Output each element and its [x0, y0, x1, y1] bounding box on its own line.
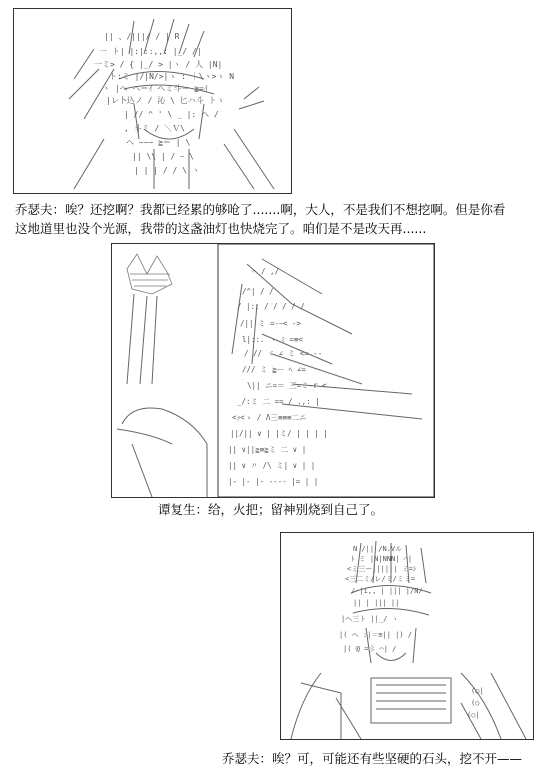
ascii-art-torch-scene: [112, 244, 434, 497]
panel-torch: [111, 243, 435, 498]
svg-text:N /|| /N.Vル: N /|| /N.Vル: [353, 545, 403, 553]
svg-text:|( @ =彡 ⌒| /: |( @ =彡 ⌒| /: [343, 645, 397, 653]
svg-text:/ |i,, | ||| |/N/: / |i,, | ||| |/N/: [351, 587, 423, 595]
svg-text:|| \\ | / ｰ \: || \\ | / ｰ \: [132, 152, 194, 161]
svg-text:/ |:: / / / / /: / |:: / / / / /: [237, 302, 305, 311]
svg-text:一ミ> / { |_/ > |ヽ / 人 |N|: 一ミ> / { |_/ > |ヽ / 人 |N|: [94, 60, 223, 69]
caption-joseph-1: [15, 200, 505, 238]
svg-text:<ｯ<ゝ / Λ三≡≡≡二ニ: <ｯ<ゝ / Λ三≡≡≡二ニ: [232, 413, 307, 422]
ascii-art-joseph-head: [14, 9, 291, 193]
svg-text:<三二ミ/レ/ミ/ミミ=: <三二ミ/レ/ミ/ミミ=: [345, 575, 416, 583]
svg-text:|( ヘ :|＝≡|| |) /: |( ヘ :|＝≡|| |) /: [339, 631, 413, 639]
svg-text:|| ∨ 〃 /\ ミ| ∨ | |: || ∨ 〃 /\ ミ| ∨ | |: [228, 461, 316, 470]
caption-line: 乔瑟夫：唉？还挖啊？我都已经累的够呛了.......啊，大人，不是我们不想挖啊。但是你看: [15, 202, 506, 217]
svg-text:|- |- |- ---- |= | |: |- |- |- ---- |= | |: [228, 477, 319, 486]
svg-text:, 斗ミ / ＼Ｖ\: , 斗ミ / ＼Ｖ\: [124, 124, 185, 133]
svg-text:|ヘ三ト ||_/ ヽ: |ヘ三ト ||_/ ヽ: [341, 615, 399, 623]
svg-text:(○|: (○|: [471, 687, 484, 695]
ascii-art-joseph-body: [281, 533, 533, 739]
caption-line: 这地道里也没个光源，我带的这盏油灯也快烧完了。咱们是不是改天再......: [15, 221, 427, 236]
svg-text:|レ卜込ノ / 沁 \ 匕ハ斗 トゝ: |レ卜込ノ / 沁 \ 匕ハ斗 トゝ: [106, 96, 225, 105]
svg-text:ﾄ ミ |N|NNN| ⌒|: ﾄ ミ |N|NNN| ⌒|: [351, 555, 413, 563]
svg-text:l|::. ヽ ﾐ =≡<: l|::. ヽ ﾐ =≡<: [242, 335, 303, 344]
panel-joseph-2: [280, 532, 534, 740]
svg-text:| // ^ ' \ _ |: ヘ /: | // ^ ' \ _ |: ヘ /: [124, 110, 219, 119]
svg-text:ヘ ~~~ ≧＝ | \: ヘ ~~~ ≧＝ | \: [126, 138, 191, 147]
svg-text:/ // ゞ ∠ ミ <= ‐-: / // ゞ ∠ ミ <= ‐-: [244, 349, 323, 358]
svg-text:(○|: (○|: [467, 711, 480, 719]
panel-joseph-1: [13, 8, 292, 194]
caption-line: 谭复生：给，火把；留神别烧到自己了。: [158, 502, 384, 517]
svg-text:/// ミ ≧ー ﾍ ∠=: /// ミ ≧ー ﾍ ∠=: [242, 365, 306, 374]
svg-text:\|| ニ=＝ 三=ミ-r <: \|| ニ=＝ 三=ミ-r <: [247, 381, 327, 390]
svg-text:/|| ミ =-ｰ< ->: /|| ミ =-ｰ< ->: [240, 319, 301, 328]
svg-text:|| ∨||≧≡≧ミ 二 ∨ |: || ∨||≧≡≧ミ 二 ∨ |: [228, 445, 307, 454]
svg-text:ト:ミ |/|N/>|ゝ : ｜\ヽ>ゝ N: ト:ミ |/|N/>|ゝ : ｜\ヽ>ゝ N: [109, 72, 235, 81]
svg-text:<ミ三ー|||||| ミ=ｼ: <ミ三ー|||||| ミ=ｼ: [347, 565, 417, 573]
svg-text:/^| / /: /^| / /: [242, 287, 274, 296]
svg-text:|| | ||| ||: || | ||| ||: [353, 599, 400, 607]
svg-text:(○: (○: [471, 699, 480, 707]
svg-text:⌒ / ,/: ⌒ / ,/: [252, 267, 280, 276]
caption-joseph-2: [222, 749, 522, 768]
svg-text:| | | / / \ ヽ: | | | / / \ ヽ: [134, 166, 200, 175]
caption-tan-fusheng: [158, 500, 383, 519]
svg-text:ヽ |ヘ ヘ＝ｲ ヘミ斗＝ ≧=ｲ: ヽ |ヘ ヘ＝ｲ ヘミ斗＝ ≧=ｲ: [102, 84, 208, 93]
svg-text:||/|| ∨ | |ミ/ | | | |: ||/|| ∨ | |ミ/ | | | |: [230, 429, 328, 438]
caption-line: 乔瑟夫：唉？可，可能还有些坚硬的石头，挖不开——: [222, 751, 523, 766]
svg-text:一 ト| |:|::,,: |_/ /|: 一 ト| |:|::,,: |_/ /|: [99, 47, 202, 56]
svg-text:_/:ミ 二 == / .,: |: _/:ミ 二 == / .,: |: [237, 397, 320, 406]
svg-text:|| 、/|||/ / | R: || 、/|||/ / | R: [104, 32, 180, 41]
